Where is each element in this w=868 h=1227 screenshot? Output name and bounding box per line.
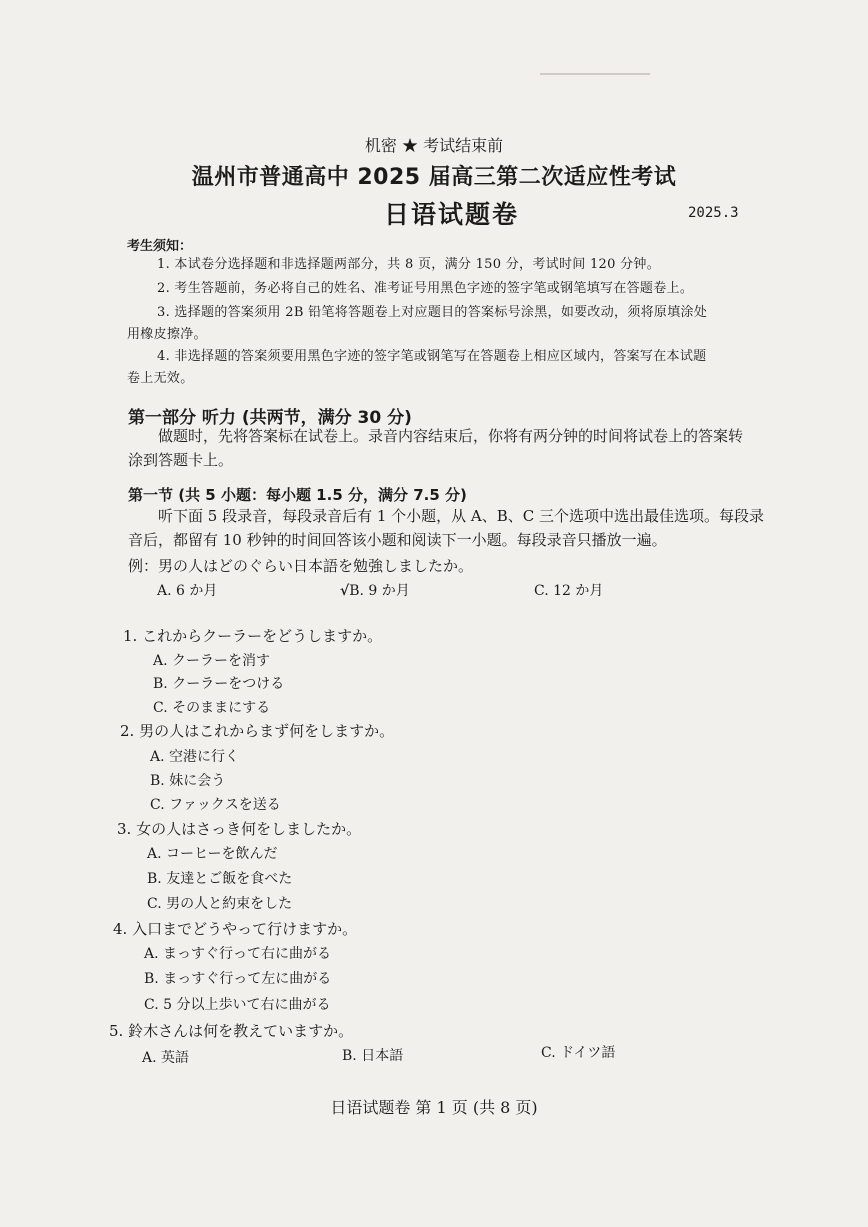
note-item: 1. 本试卷分选择题和非选择题两部分，共 8 页，满分 150 分，考试时间 120 分钟。 [157, 257, 661, 272]
example-option-a: A. 6 か月 [157, 583, 218, 599]
question-1-option-c: C. そのままにする [153, 700, 271, 716]
question-2-option-c: C. ファックスを送る [150, 797, 281, 813]
exam-title: 温州市普通高中 2025 届高三第二次适应性考试 [191, 165, 677, 190]
note-item: 3. 选择题的答案须用 2B 铅笔将答题卷上对应题目的答案标号涂黑，如要改动，须将原填涂处 [157, 305, 708, 320]
question-3-option-c: C. 男の人と約束をした [147, 896, 293, 912]
question-1-option-b: B. クーラーをつける [153, 676, 285, 692]
notes-heading: 考生须知： [127, 239, 193, 254]
question-5-option-a: A. 英語 [142, 1050, 190, 1066]
example-option-b [340, 580, 410, 600]
section1-instruction: 听下面 5 段录音，每段录音后有 1 个小题，从 A、B、C 三个选项中选出最佳选项。每段录 [158, 507, 765, 525]
question-4: 4. 入口までどうやって行けますか。 [113, 920, 358, 938]
note-item: 4. 非选择题的答案须要用黑色字迹的签字笔或钢笔写在答题卷上相应区域内，答案写在本试题 [157, 349, 707, 364]
question-4-option-a: A. まっすぐ行って右に曲がる [144, 946, 332, 962]
exam-date: 2025.3 [688, 205, 739, 221]
question-3-option-b: B. 友達とご飯を食べた [147, 871, 293, 887]
question-2-option-b: B. 妹に会う [150, 773, 226, 789]
question-5-option-c: C. ドイツ語 [541, 1045, 616, 1061]
scan-artifact-line [540, 73, 650, 75]
example-option-b-label: B. 9 か月 [349, 583, 410, 599]
question-2: 2. 男の人はこれからまず何をしますか。 [120, 722, 395, 740]
question-2-option-a: A. 空港に行く [150, 749, 240, 765]
note-item: 用橡皮擦净。 [127, 327, 207, 342]
note-item: 2. 考生答题前，务必将自己的姓名、准考证号用黑色字迹的签字笔或钢笔填写在答题卷上。 [157, 281, 694, 296]
confidential-label: 机密 ★ 考试结束前 [364, 136, 504, 155]
question-1: 1. これからクーラーをどうしますか。 [123, 627, 383, 645]
part1-instruction: 做题时，先将答案标在试卷上。录音内容结束后，你将有两分钟的时间将试卷上的答案转 [158, 427, 744, 445]
part1-title: 第一部分 听力 (共两节，满分 30 分) [128, 408, 412, 428]
part1-instruction: 涂到答题卡上。 [128, 451, 234, 469]
section1-title: 第一节 (共 5 小题：每小题 1.5 分，满分 7.5 分) [128, 486, 467, 504]
example-option-c: C. 12 か月 [534, 583, 604, 599]
check-mark-icon: √ [340, 583, 350, 599]
question-5-option-b: B. 日本語 [342, 1048, 404, 1064]
question-5: 5. 鈴木さんは何を教えていますか。 [109, 1022, 354, 1040]
exam-subtitle: 日语试题卷 [384, 200, 520, 229]
question-3: 3. 女の人はさっき何をしましたか。 [117, 820, 362, 838]
example-question: 例：男の人はどのぐらい日本語を勉強しましたか。 [128, 557, 474, 575]
question-3-option-a: A. コーヒーを飲んだ [147, 846, 278, 862]
section1-instruction: 音后，都留有 10 秒钟的时间回答该小题和阅读下一小题。每段录音只播放一遍。 [128, 531, 667, 549]
page-footer: 日语试题卷 第 1 页 (共 8 页) [330, 1098, 538, 1117]
question-4-option-b: B. まっすぐ行って左に曲がる [144, 971, 332, 987]
question-1-option-a: A. クーラーを消す [153, 653, 271, 669]
question-4-option-c: C. 5 分以上歩いて右に曲がる [144, 997, 331, 1013]
note-item: 卷上无效。 [127, 371, 194, 386]
